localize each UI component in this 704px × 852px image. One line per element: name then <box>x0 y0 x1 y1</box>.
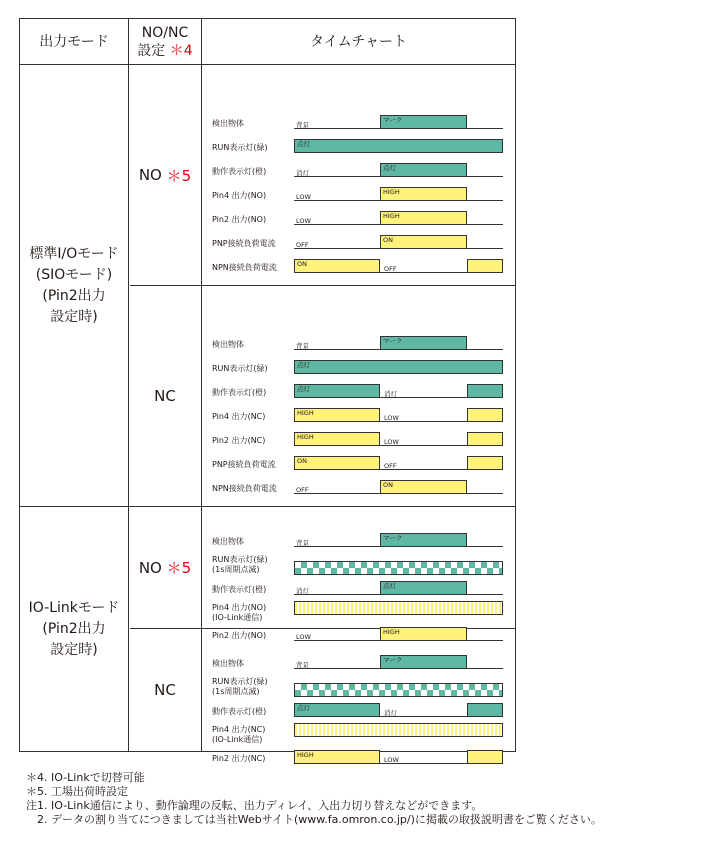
object-mark-text: マーク <box>383 656 403 664</box>
npn-on-pulse <box>294 259 380 273</box>
op-on-pulse <box>467 384 503 398</box>
signal-label: Pin2 出力(NC) <box>212 436 266 445</box>
signal-pnp <box>202 227 515 249</box>
signal-pnp <box>202 448 515 470</box>
p4-high-text: HIGH <box>383 188 400 196</box>
op-on-text: 点灯 <box>297 385 310 393</box>
op-off-text: 消灯 <box>384 390 397 398</box>
op-on-pulse <box>380 163 467 177</box>
nonc-mark: ＊5 <box>166 559 192 577</box>
op-off-text: 消灯 <box>296 169 309 177</box>
signal-sublabel: (IO-Link通信) <box>212 735 263 744</box>
signal-label: PNP接続負荷電流 <box>212 239 276 248</box>
mode-iolink-line: 設定時) <box>50 641 98 658</box>
chart-nc-standard <box>202 286 515 506</box>
mode-iolink-line: (Pin2出力 <box>42 620 106 637</box>
mode-standard-line: 設定時) <box>50 308 98 325</box>
nonc-nc-iolink <box>129 629 201 751</box>
signal-operation <box>202 376 515 398</box>
op-on-pulse <box>294 384 380 398</box>
signal-label: NPN接続負荷電流 <box>212 484 277 493</box>
object-mark-text: マーク <box>383 337 403 345</box>
npn-on-text: ON <box>297 260 307 268</box>
mode-iolink <box>20 507 128 751</box>
pin4-comm-pattern <box>294 723 503 737</box>
footnote: ＊5. 工場出荷時設定 <box>26 785 128 798</box>
p2-high-pulse <box>294 432 380 446</box>
signal-run <box>202 131 515 153</box>
op-on-text: 点灯 <box>383 582 396 590</box>
p4-low-text: LOW <box>384 414 399 422</box>
signal-npn <box>202 251 515 273</box>
mode-standard-line: (Pin2出力 <box>42 287 106 304</box>
signal-label: Pin4 出力(NC) <box>212 412 266 421</box>
p2-high-text: HIGH <box>383 212 400 220</box>
npn-on-pulse <box>380 480 467 494</box>
signal-label: NPN接続負荷電流 <box>212 263 277 272</box>
pnp-on-text: ON <box>383 236 393 244</box>
p2-low-text: LOW <box>384 438 399 446</box>
object-bg-text: 背景 <box>296 661 309 669</box>
mode-standard <box>20 65 128 506</box>
footnote: 2. データの割り当てにつきましては当社Webサイト(www.fa.omron.co.jp/)に掲載の取扱説明書をご覧ください。 <box>26 813 602 826</box>
signal-label: Pin2 出力(NC) <box>212 754 266 763</box>
signal-object <box>202 107 515 129</box>
signal-sublabel: (IO-Link通信) <box>212 613 263 622</box>
nonc-value: NO <box>138 558 162 577</box>
pnp-on-pulse <box>467 456 503 470</box>
object-bg-text: 背景 <box>296 539 309 547</box>
p4-high-pulse <box>294 408 380 422</box>
p2-high-pulse <box>294 750 380 764</box>
signal-pin2 <box>202 424 515 446</box>
p2-low-text: LOW <box>384 756 399 764</box>
pin4-comm-pattern <box>294 601 503 615</box>
signal-run-blink <box>202 553 515 575</box>
object-bg-text: 背景 <box>296 121 309 129</box>
npn-on-text: ON <box>383 481 393 489</box>
p2-low-text: LOW <box>296 217 311 225</box>
nonc-no-iolink <box>129 507 201 628</box>
signal-label: 動作表示灯(橙) <box>212 167 267 176</box>
op-on-text: 点灯 <box>297 704 310 712</box>
op-on-pulse <box>294 703 380 717</box>
signal-pin4 <box>202 179 515 201</box>
signal-pin2 <box>202 203 515 225</box>
pnp-off-text: OFF <box>384 462 397 470</box>
signal-operation <box>202 573 515 595</box>
object-mark-pulse <box>380 533 467 547</box>
signal-label: PNP接続負荷電流 <box>212 460 276 469</box>
signal-operation <box>202 695 515 717</box>
p2-high-text: HIGH <box>383 628 400 636</box>
signal-label: RUN表示灯(緑) <box>212 143 268 152</box>
signal-label: Pin4 出力(NC) <box>212 725 266 734</box>
header-chart: タイムチャート <box>309 33 408 50</box>
op-off-text: 消灯 <box>384 709 397 717</box>
p2-high-text: HIGH <box>297 433 314 441</box>
p2-high-pulse <box>467 750 503 764</box>
timechart-table <box>19 18 516 764</box>
p2-low-text: LOW <box>296 633 311 641</box>
signal-sublabel: (1s周期点滅) <box>212 565 260 574</box>
header-nonc-line1: NO/NC <box>141 24 189 41</box>
signal-run <box>202 352 515 374</box>
pnp-on-pulse <box>294 456 380 470</box>
signal-label: 検出物体 <box>212 537 244 546</box>
p2-high-text: HIGH <box>297 751 314 759</box>
signal-pin2 <box>202 742 515 764</box>
signal-label: 動作表示灯(橙) <box>212 585 267 594</box>
signal-sublabel: (1s周期点滅) <box>212 687 260 696</box>
op-on-text: 点灯 <box>383 164 396 172</box>
signal-label: Pin2 出力(NO) <box>212 631 267 640</box>
pnp-on-pulse <box>380 235 467 249</box>
header-mode: 出力モード <box>39 33 109 50</box>
signal-object <box>202 525 515 547</box>
p2-high-pulse <box>380 211 467 225</box>
run-on-pulse <box>294 139 503 153</box>
p2-high-pulse <box>467 432 503 446</box>
p4-high-text: HIGH <box>297 409 314 417</box>
nonc-value: NC <box>154 681 176 699</box>
signal-label: RUN表示灯(緑) <box>212 677 268 686</box>
run-on-pulse <box>294 360 503 374</box>
header-nonc-mark: ＊4 <box>169 42 193 59</box>
npn-off-text: OFF <box>384 265 397 273</box>
chart-nc-iolink <box>202 629 515 764</box>
mode-standard-line: (SIOモード) <box>35 266 113 283</box>
p4-high-pulse <box>467 408 503 422</box>
pnp-off-text: OFF <box>296 241 309 249</box>
op-on-pulse <box>380 581 467 595</box>
op-off-text: 消灯 <box>296 587 309 595</box>
signal-label: Pin4 出力(NO) <box>212 603 267 612</box>
run-on-text: 点灯 <box>297 361 310 369</box>
nonc-value: NC <box>154 387 176 405</box>
header-nonc-setting: 設定 <box>137 42 166 59</box>
p4-low-text: LOW <box>296 193 311 201</box>
object-mark-pulse <box>380 336 467 350</box>
signal-label: 動作表示灯(橙) <box>212 388 267 397</box>
signal-label: Pin4 出力(NO) <box>212 191 267 200</box>
pnp-on-text: ON <box>297 457 307 465</box>
npn-on-pulse <box>467 259 503 273</box>
p4-high-pulse <box>380 187 467 201</box>
nonc-value: NO <box>138 166 162 184</box>
signal-label: RUN表示灯(緑) <box>212 364 268 373</box>
nonc-mark: ＊5 <box>166 166 192 185</box>
mode-standard-line: 標準I/Oモード <box>29 245 119 262</box>
signal-run-blink <box>202 675 515 697</box>
footnotes <box>26 771 602 827</box>
header-nonc-line2 <box>137 42 192 60</box>
signal-object <box>202 647 515 669</box>
mode-iolink-line: IO-Linkモード <box>28 599 120 616</box>
signal-label: 検出物体 <box>212 119 244 128</box>
chart-no-iolink <box>202 507 515 641</box>
signal-object <box>202 328 515 350</box>
npn-off-text: OFF <box>296 486 309 494</box>
signal-label: Pin2 出力(NO) <box>212 215 267 224</box>
signal-label: 動作表示灯(橙) <box>212 707 267 716</box>
chart-no-standard <box>202 65 515 285</box>
footnote: ＊4. IO-Linkで切替可能 <box>26 771 145 784</box>
signal-pin4 <box>202 400 515 422</box>
signal-label: 検出物体 <box>212 659 244 668</box>
header-nonc <box>129 19 201 64</box>
signal-label: RUN表示灯(緑) <box>212 555 268 564</box>
nonc-nc-standard <box>129 286 201 506</box>
signal-operation <box>202 155 515 177</box>
nonc-no-standard <box>129 65 201 285</box>
object-mark-text: マーク <box>383 116 403 124</box>
object-bg-text: 背景 <box>296 342 309 350</box>
object-mark-pulse <box>380 655 467 669</box>
footnote: 注1. IO-Link通信により、動作論理の反転、出力ディレイ、入出力切り替えなどができます。 <box>26 799 483 812</box>
signal-label: 検出物体 <box>212 340 244 349</box>
signal-npn <box>202 472 515 494</box>
op-on-pulse <box>467 703 503 717</box>
object-mark-pulse <box>380 115 467 129</box>
run-on-text: 点灯 <box>297 140 310 148</box>
object-mark-text: マーク <box>383 534 403 542</box>
